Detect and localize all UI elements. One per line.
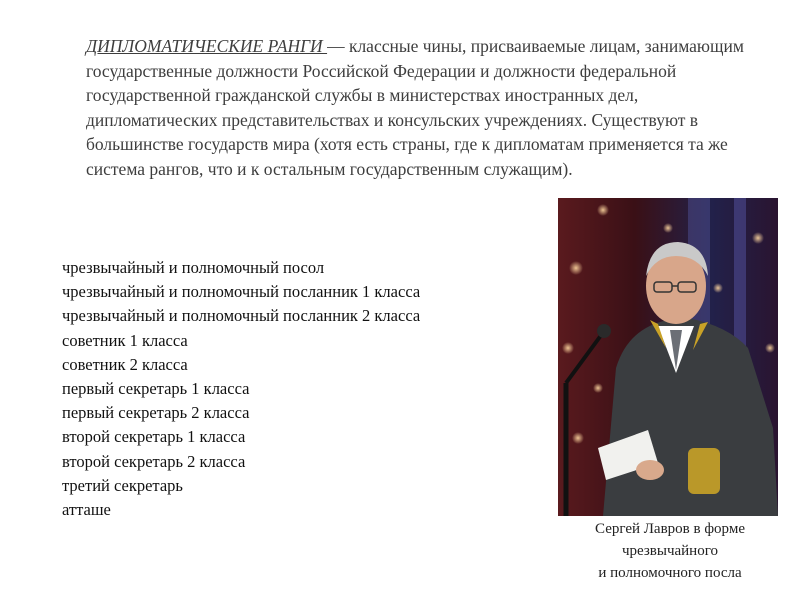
- rank-item: второй секретарь 1 класса: [62, 427, 246, 447]
- lavrov-photo: [558, 198, 778, 516]
- caption-line: Сергей Лавров в форме: [595, 521, 745, 537]
- photo-caption: [560, 518, 780, 584]
- rank-item: чрезвычайный и полномочный посланник 1 класса: [62, 282, 421, 302]
- intro-paragraph: [86, 34, 766, 181]
- term-diplomatic-ranks: ДИПЛОМАТИЧЕСКИЕ РАНГИ: [86, 36, 328, 56]
- rank-item: чрезвычайный и полномочный посланник 2 класса: [62, 306, 421, 326]
- rank-item: третий секретарь: [62, 475, 183, 495]
- rank-list: [62, 256, 420, 522]
- gold-cuff: [688, 448, 720, 494]
- rank-item: чрезвычайный и полномочный посол: [62, 258, 325, 277]
- caption-line: чрезвычайного: [621, 543, 718, 559]
- rank-item: первый секретарь 2 класса: [62, 403, 250, 423]
- rank-item: советник 1 класса: [62, 330, 188, 350]
- rank-item: советник 2 класса: [62, 354, 188, 374]
- rank-item: второй секретарь 2 класса: [62, 451, 246, 471]
- caption-line: и полномочного посла: [598, 565, 742, 581]
- intro-text: — классные чины, присваиваемые лицам, занимающим государственные должности Российской Федерации и должности федеральной государственной гражданской службы в министерствах иностранных дел, дипломатических представительствах и консульских учреждениях. Существуют в большинстве государств мира (хотя есть страны, где к дипломатам применяется та же система рангов, что и к остальным государственным служащим).: [86, 36, 744, 179]
- rank-item: атташе: [62, 500, 111, 520]
- rank-item: первый секретарь 1 класса: [62, 379, 250, 399]
